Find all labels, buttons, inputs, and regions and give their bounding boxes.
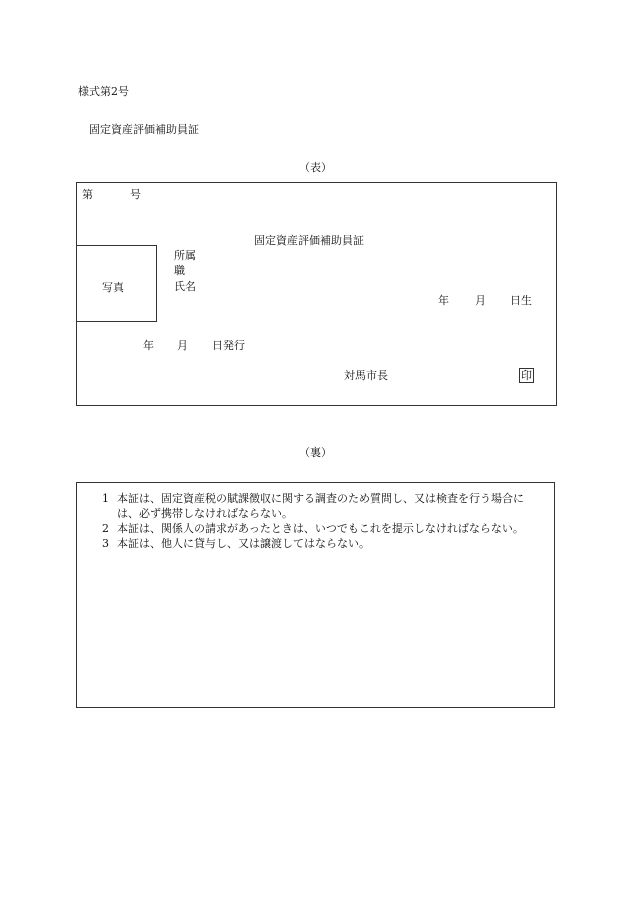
seal-mark: 印 bbox=[521, 369, 532, 382]
note-text: 本証は、固定資産税の賦課徴収に関する調査のため質問し、又は検査を行う場合には、必ず携帯しなければならない。 bbox=[117, 492, 524, 520]
back-side-label: （裏） bbox=[299, 446, 332, 459]
notes-list bbox=[102, 491, 542, 551]
name-label: 氏名 bbox=[174, 280, 196, 293]
note-text: 本証は、関係人の請求があったときは、いつでもこれを提示しなければならない。 bbox=[117, 522, 524, 535]
issuer-name: 対馬市長 bbox=[344, 369, 388, 382]
number-suffix: 号 bbox=[130, 188, 141, 201]
note-item bbox=[102, 521, 542, 536]
photo-box bbox=[76, 245, 157, 322]
back-card bbox=[76, 482, 555, 708]
birth-month: 月 bbox=[475, 294, 486, 307]
note-item bbox=[102, 491, 542, 521]
position-label: 職 bbox=[174, 264, 185, 277]
note-number: 2 bbox=[102, 522, 109, 535]
birth-year: 年 bbox=[438, 294, 449, 307]
note-number: 1 bbox=[102, 492, 109, 505]
front-card bbox=[76, 182, 557, 406]
document-title: 固定資産評価補助員証 bbox=[89, 123, 199, 136]
number-prefix: 第 bbox=[82, 188, 93, 201]
card-title: 固定資産評価補助員証 bbox=[254, 234, 364, 247]
form-number: 様式第2号 bbox=[78, 85, 129, 98]
note-item bbox=[102, 536, 542, 551]
issue-month: 月 bbox=[177, 339, 188, 352]
note-text: 本証は、他人に貸与し、又は譲渡してはならない。 bbox=[117, 537, 370, 550]
affiliation-label: 所属 bbox=[174, 249, 196, 262]
birth-day: 日生 bbox=[510, 294, 532, 307]
issue-day: 日発行 bbox=[212, 339, 245, 352]
issue-year: 年 bbox=[143, 339, 154, 352]
front-side-label: （表） bbox=[299, 161, 332, 174]
photo-label: 写真 bbox=[102, 281, 124, 294]
note-number: 3 bbox=[102, 537, 109, 550]
